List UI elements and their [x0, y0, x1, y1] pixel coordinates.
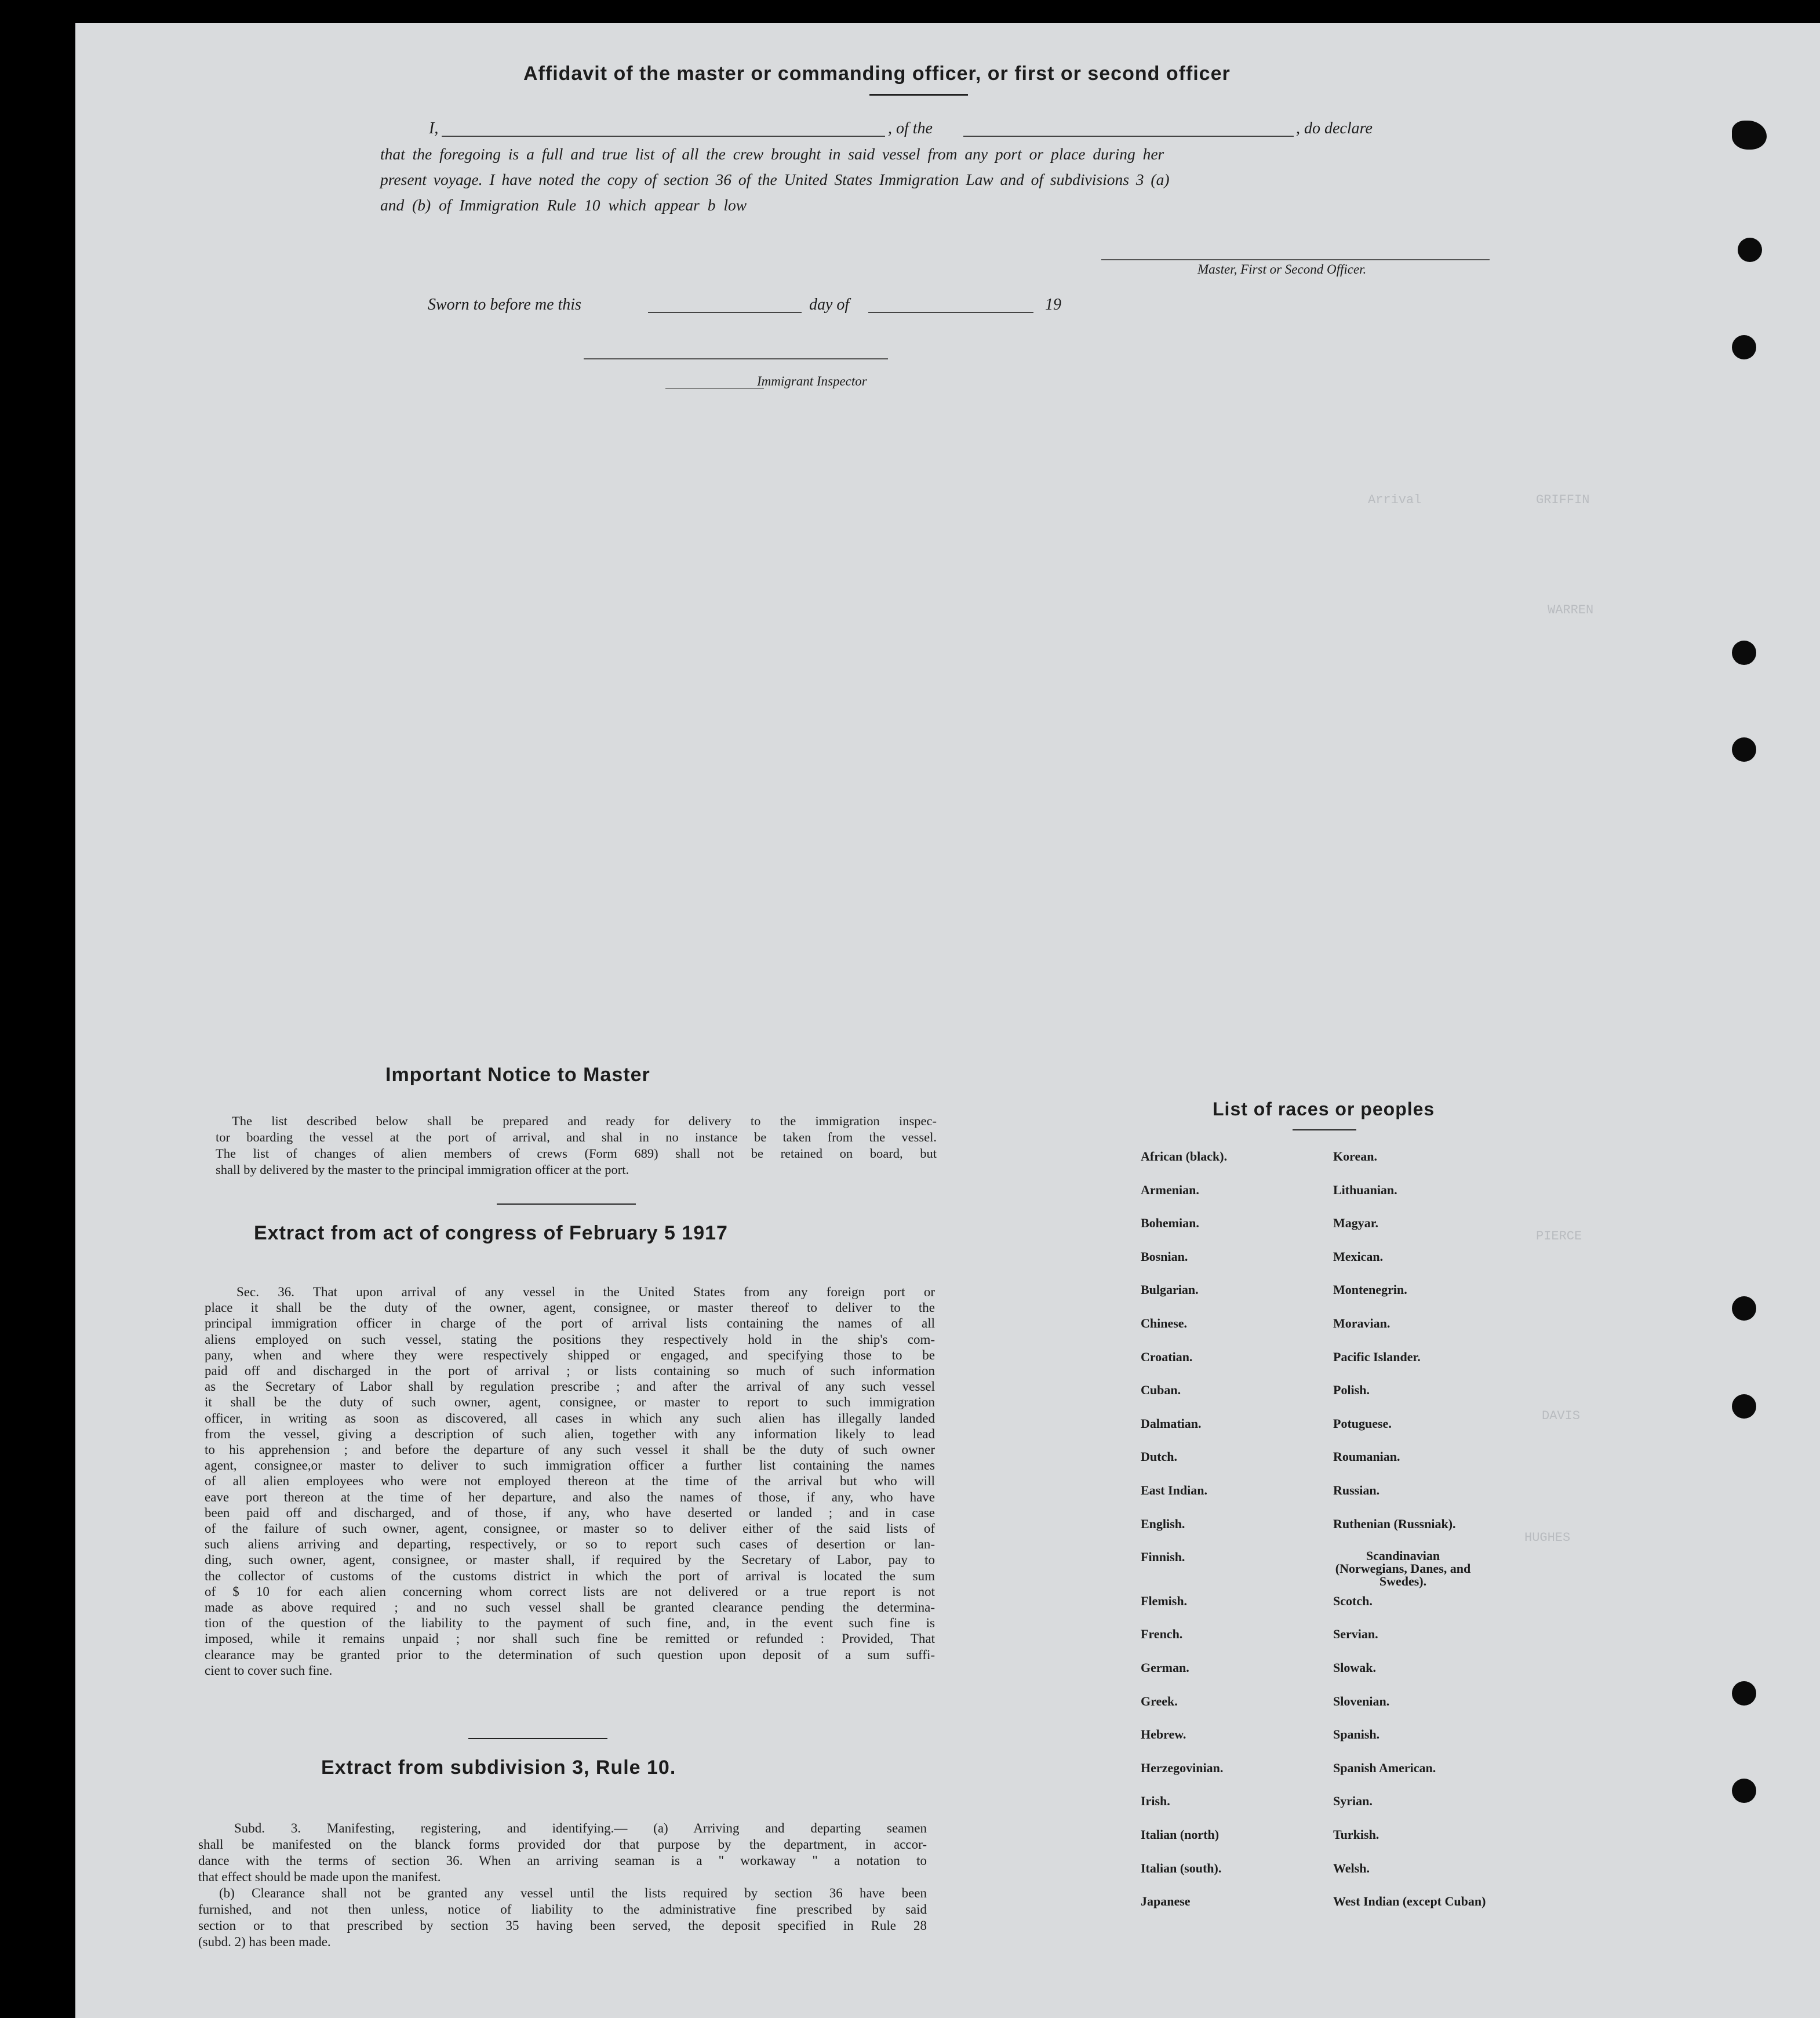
race-item: Herzegovinian. — [1141, 1761, 1224, 1775]
punch-hole — [1738, 238, 1762, 262]
bleed-through-text: PIERCE — [1536, 1229, 1582, 1243]
rule-line: furnished, and not then unless, notice of liability to the administrative fine prescribed by said — [198, 1902, 927, 1917]
race-item: Roumanian. — [1333, 1449, 1400, 1464]
act-line: the collector of customs of the customs district in which the port of arrival is located the sum — [205, 1568, 935, 1583]
race-item: Hebrew. — [1141, 1727, 1186, 1741]
inspector-name-line[interactable] — [665, 388, 764, 389]
act-line: to his apprehension ; and before the departure of any such vessel it shall be the duty of such owner — [205, 1442, 935, 1457]
bleed-through-text: Arrival — [1368, 493, 1422, 507]
race-item: English. — [1141, 1517, 1185, 1531]
race-item: Turkish. — [1333, 1827, 1379, 1842]
divider — [869, 94, 968, 96]
race-item: Finnish. — [1141, 1550, 1185, 1564]
sworn-day-blank[interactable] — [648, 312, 802, 313]
rule-line: (b) Clearance shall not be granted any vessel until the lists required by section 36 have been — [219, 1886, 927, 1900]
race-item: Bohemian. — [1141, 1216, 1199, 1230]
act-line: of all alien employees who were not employed thereon at the time of the arrival but who will — [205, 1474, 935, 1489]
race-item: Scotch. — [1333, 1594, 1373, 1608]
act-line: ding, such owner, agent, consignee, or master shall, if required by the Secretary of Labor, pay to — [205, 1552, 935, 1568]
act-line: such aliens arriving and departing, respectively, or so to report such cases of desertion or lan- — [205, 1537, 935, 1552]
bleed-through-text: GRIFFIN — [1536, 493, 1590, 507]
inspector-caption: Immigrant Inspector — [757, 374, 867, 388]
act-line: from the vessel, giving a description of such alien, together with any information likely to lead — [205, 1426, 935, 1441]
document-page — [75, 23, 1820, 2018]
act-line: of the failure of such owner, agent, consignee, or master so to deliver either of the said lists of — [205, 1521, 935, 1536]
act-line: of $ 10 for each alien concerning whom correct lists are not delivered or a true report is not — [205, 1584, 935, 1599]
race-item: Spanish American. — [1333, 1761, 1436, 1775]
act-body — [205, 1284, 935, 1678]
race-item: West Indian (except Cuban) — [1333, 1894, 1486, 1908]
race-item: Chinese. — [1141, 1316, 1188, 1330]
race-item: Cuban. — [1141, 1383, 1181, 1397]
rule-line: that effect should be made upon the manifest. — [198, 1870, 441, 1884]
divider — [1293, 1129, 1356, 1130]
affidavit-i: I, — [429, 119, 439, 137]
act-line: been paid off and discharged, and of those, if any, who have deserted or landed ; and in case — [205, 1505, 935, 1520]
act-line: paid off and discharged in the port of arrival ; or lists containing so much of such information — [205, 1363, 935, 1379]
race-item: Greek. — [1141, 1694, 1178, 1708]
race-item: African (black). — [1141, 1149, 1228, 1163]
race-item: Russian. — [1333, 1483, 1380, 1497]
rule-title: Extract from subdivision 3, Rule 10. — [321, 1757, 676, 1779]
race-item: Spanish. — [1333, 1727, 1380, 1741]
race-item: Italian (north) — [1141, 1827, 1220, 1842]
act-line: aliens employed on such vessel, stating the positions they respectively hold in the ship's com- — [205, 1332, 935, 1347]
race-item: Slowak. — [1333, 1660, 1376, 1675]
rule-line: Subd. 3. Manifesting, registering, and identifying.— (a) Arriving and departing seamen — [234, 1821, 927, 1835]
rule-line: (subd. 2) has been made. — [198, 1935, 331, 1949]
act-line: pany, when and where they were respectively shipped or engaged, and specifying those to be — [205, 1347, 935, 1362]
act-line: principal immigration officer in charge of the port of arrival lists containing the names of all — [205, 1316, 935, 1331]
act-line: officer, in writing as soon as discovered, all cases in which any such alien has illegally landed — [205, 1410, 935, 1426]
inspector-signature-line[interactable] — [584, 358, 888, 359]
act-line: cient to cover such fine. — [205, 1663, 333, 1678]
name-blank[interactable] — [442, 136, 885, 137]
race-item: Bosnian. — [1141, 1249, 1188, 1264]
vessel-blank[interactable] — [963, 136, 1294, 137]
rule-body — [198, 1820, 927, 1950]
act-line: clearance may be granted prior to the determination of such question upon deposit of a sum suffi- — [205, 1647, 935, 1662]
race-item: Croatian. — [1141, 1350, 1193, 1364]
races-title: List of races or peoples — [1213, 1099, 1435, 1119]
race-item: Pacific Islander. — [1333, 1350, 1421, 1364]
race-item: Japanese — [1141, 1894, 1191, 1908]
act-line: Sec. 36. That upon arrival of any vessel in the United States from any foreign port or — [236, 1285, 935, 1299]
year-text: 19 — [1045, 296, 1061, 314]
rule-line: dance with the terms of section 36. When an arriving seaman is a " workaway " a notation to — [198, 1853, 927, 1868]
race-item: Irish. — [1141, 1794, 1170, 1808]
race-item: Potuguese. — [1333, 1416, 1392, 1431]
race-item: Magyar. — [1333, 1216, 1379, 1230]
rule-line: section or to that prescribed by section 35 having been served, the deposit specified in Rule 28 — [198, 1918, 927, 1933]
act-line: imposed, while it remains unpaid ; nor shall such fine be remitted or refunded : Provided, That — [205, 1631, 935, 1646]
sworn-text: Sworn to before me this — [428, 296, 581, 314]
rule-line: shall be manifested on the blanck forms provided dor that purpose by the department, in accor- — [198, 1837, 927, 1852]
bleed-through-text: WARREN — [1548, 603, 1594, 617]
race-item: Bulgarian. — [1141, 1282, 1199, 1297]
act-line: place it shall be the duty of the owner, agent, consignee, or master thereof to deliver to the — [205, 1300, 935, 1315]
day-of-text: day of — [809, 296, 850, 314]
race-item: Ruthenian (Russniak). — [1333, 1517, 1456, 1531]
race-item: Servian. — [1333, 1627, 1378, 1641]
race-item: Montenegrin. — [1333, 1282, 1407, 1297]
race-item: Korean. — [1333, 1149, 1377, 1163]
act-line: it shall be the duty of such owner, agent, consignee, or master to report to such immigration — [205, 1395, 935, 1410]
notice-line: shall by delivered by the master to the principal immigration officer at the port. — [216, 1162, 629, 1177]
race-item: Moravian. — [1333, 1316, 1391, 1330]
punch-hole — [1732, 737, 1756, 762]
notice-body — [216, 1113, 937, 1178]
act-line: tion of the question of the liability to the payment of such fine, and, in the event such fine is — [205, 1616, 935, 1631]
notice-title: Important Notice to Master — [385, 1064, 650, 1086]
signature-line[interactable] — [1101, 259, 1490, 260]
bleed-through-text: DAVIS — [1542, 1409, 1581, 1423]
act-line: as the Secretary of Labor shall by regulation prescribe ; and after the arrival of any such vessel — [205, 1379, 935, 1394]
notice-line: tor boarding the vessel at the port of arrival, and shal in no instance be taken from the vessel. — [216, 1130, 937, 1144]
divider — [468, 1738, 607, 1739]
punch-hole — [1732, 641, 1756, 665]
bleed-through-text: HUGHES — [1524, 1530, 1571, 1545]
affidavit-title: Affidavit of the master or commanding officer, or first or second officer — [523, 63, 1231, 85]
punch-hole — [1732, 1681, 1756, 1706]
affidavit-of-the: , of the — [888, 119, 933, 137]
divider — [497, 1203, 636, 1205]
affidavit-line-3: present voyage. I have noted the copy of section 36 of the United States Immigration Law and of subdivisions 3 (a) — [380, 170, 1170, 188]
punch-hole — [1732, 1779, 1756, 1803]
punch-hole — [1732, 1296, 1756, 1321]
race-item: Mexican. — [1333, 1249, 1384, 1264]
race-item: East Indian. — [1141, 1483, 1207, 1497]
race-item: Lithuanian. — [1333, 1183, 1397, 1197]
race-item: Scandinavian (Norwegians, Danes, and Swedes). — [1335, 1548, 1471, 1588]
race-item: Italian (south). — [1141, 1861, 1222, 1875]
sworn-month-blank[interactable] — [868, 312, 1033, 313]
act-line: made as above required ; and no such vessel shall be granted clearance pending the determina- — [205, 1600, 935, 1615]
race-item: Dutch. — [1141, 1449, 1177, 1464]
affidavit-line-4: and (b) of Immigration Rule 10 which appear b low — [380, 196, 747, 214]
act-line: eave port thereon at the time of her departure, and also the names of those, if any, who have — [205, 1489, 935, 1504]
affidavit-line-2: that the foregoing is a full and true list of all the crew brought in said vessel from any port or place during her — [380, 145, 1164, 163]
race-item: Syrian. — [1333, 1794, 1373, 1808]
race-item: German. — [1141, 1660, 1189, 1675]
notice-line: The list described below shall be prepared and ready for delivery to the immigration inspec- — [232, 1114, 937, 1128]
punch-hole — [1732, 121, 1767, 150]
race-item: Slovenian. — [1333, 1694, 1390, 1708]
punch-hole — [1732, 1394, 1756, 1419]
race-item: Welsh. — [1333, 1861, 1370, 1875]
punch-hole — [1732, 335, 1756, 359]
act-line: agent, consignee,or master to deliver to such immigration officer a further list containing the names — [205, 1458, 935, 1473]
race-item: Polish. — [1333, 1383, 1370, 1397]
race-item: Armenian. — [1141, 1183, 1199, 1197]
race-item: Dalmatian. — [1141, 1416, 1202, 1431]
notice-line: The list of changes of alien members of crews (Form 689) shall not be retained on board, but — [216, 1146, 937, 1161]
race-item: Flemish. — [1141, 1594, 1188, 1608]
signature-caption: Master, First or Second Officer. — [1197, 262, 1367, 277]
affidavit-declare: , do declare — [1296, 119, 1373, 137]
race-item: French. — [1141, 1627, 1183, 1641]
act-title: Extract from act of congress of February 5 1917 — [254, 1222, 728, 1244]
